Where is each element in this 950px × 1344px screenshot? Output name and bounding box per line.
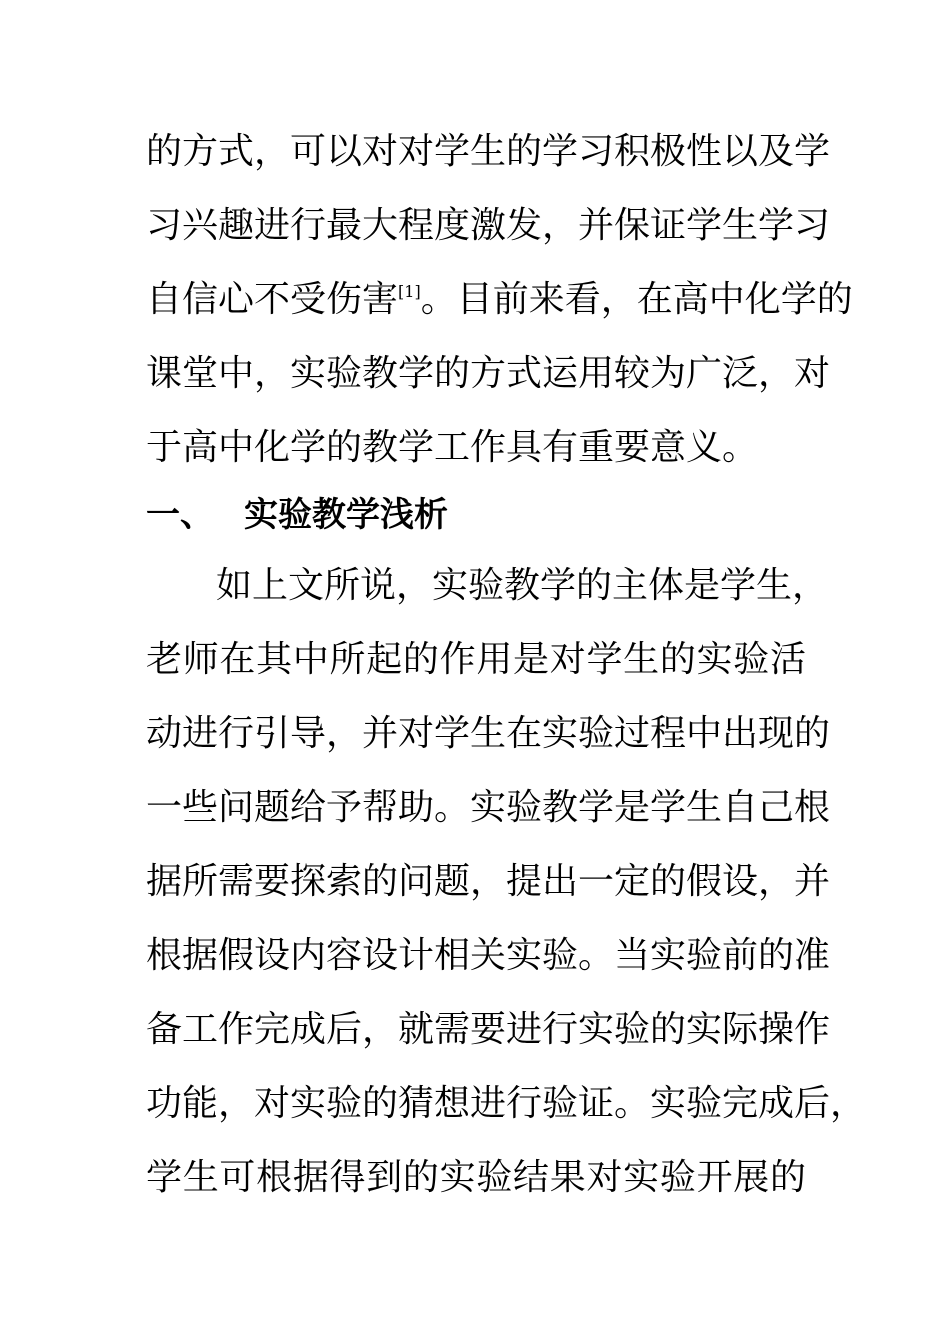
section-number: 一、 — [146, 495, 214, 535]
paragraph-line: 课堂中，实验教学的方式运用较为广泛，对 — [146, 353, 831, 394]
paragraph-line: 学生可根据得到的实验结果对实验开展的 — [146, 1157, 806, 1198]
paragraph-line: 如上文所说，实验教学的主体是学生， — [216, 565, 829, 606]
paragraph-line: 一些问题给予帮助。实验教学是学生自己根 — [146, 787, 831, 828]
paragraph-line: 据所需要探索的问题，提出一定的假设，并 — [146, 861, 831, 902]
line-text: 。目前来看，在高中化学的 — [420, 279, 853, 320]
paragraph-line: 备工作完成后，就需要进行实验的实际操作 — [146, 1009, 831, 1050]
paragraph-line: 习兴趣进行最大程度激发，并保证学生学习 — [146, 205, 831, 246]
citation-marker: [1] — [398, 282, 421, 301]
section-heading — [146, 490, 448, 540]
paragraph-line: 老师在其中所起的作用是对学生的实验活 — [146, 639, 806, 680]
line-text: 自信心不受伤害 — [146, 279, 399, 320]
paragraph-line: 功能，对实验的猜想进行验证。实验完成后， — [146, 1083, 867, 1124]
paragraph-line — [146, 276, 853, 324]
paragraph-line: 于高中化学的教学工作具有重要意义。 — [146, 427, 759, 468]
paragraph-line: 的方式，可以对对学生的学习积极性以及学 — [146, 131, 831, 172]
paragraph-line: 动进行引导，并对学生在实验过程中出现的 — [146, 713, 831, 754]
paragraph-line: 根据假设内容设计相关实验。当实验前的准 — [146, 935, 831, 976]
section-title: 实验教学浅析 — [244, 495, 448, 535]
